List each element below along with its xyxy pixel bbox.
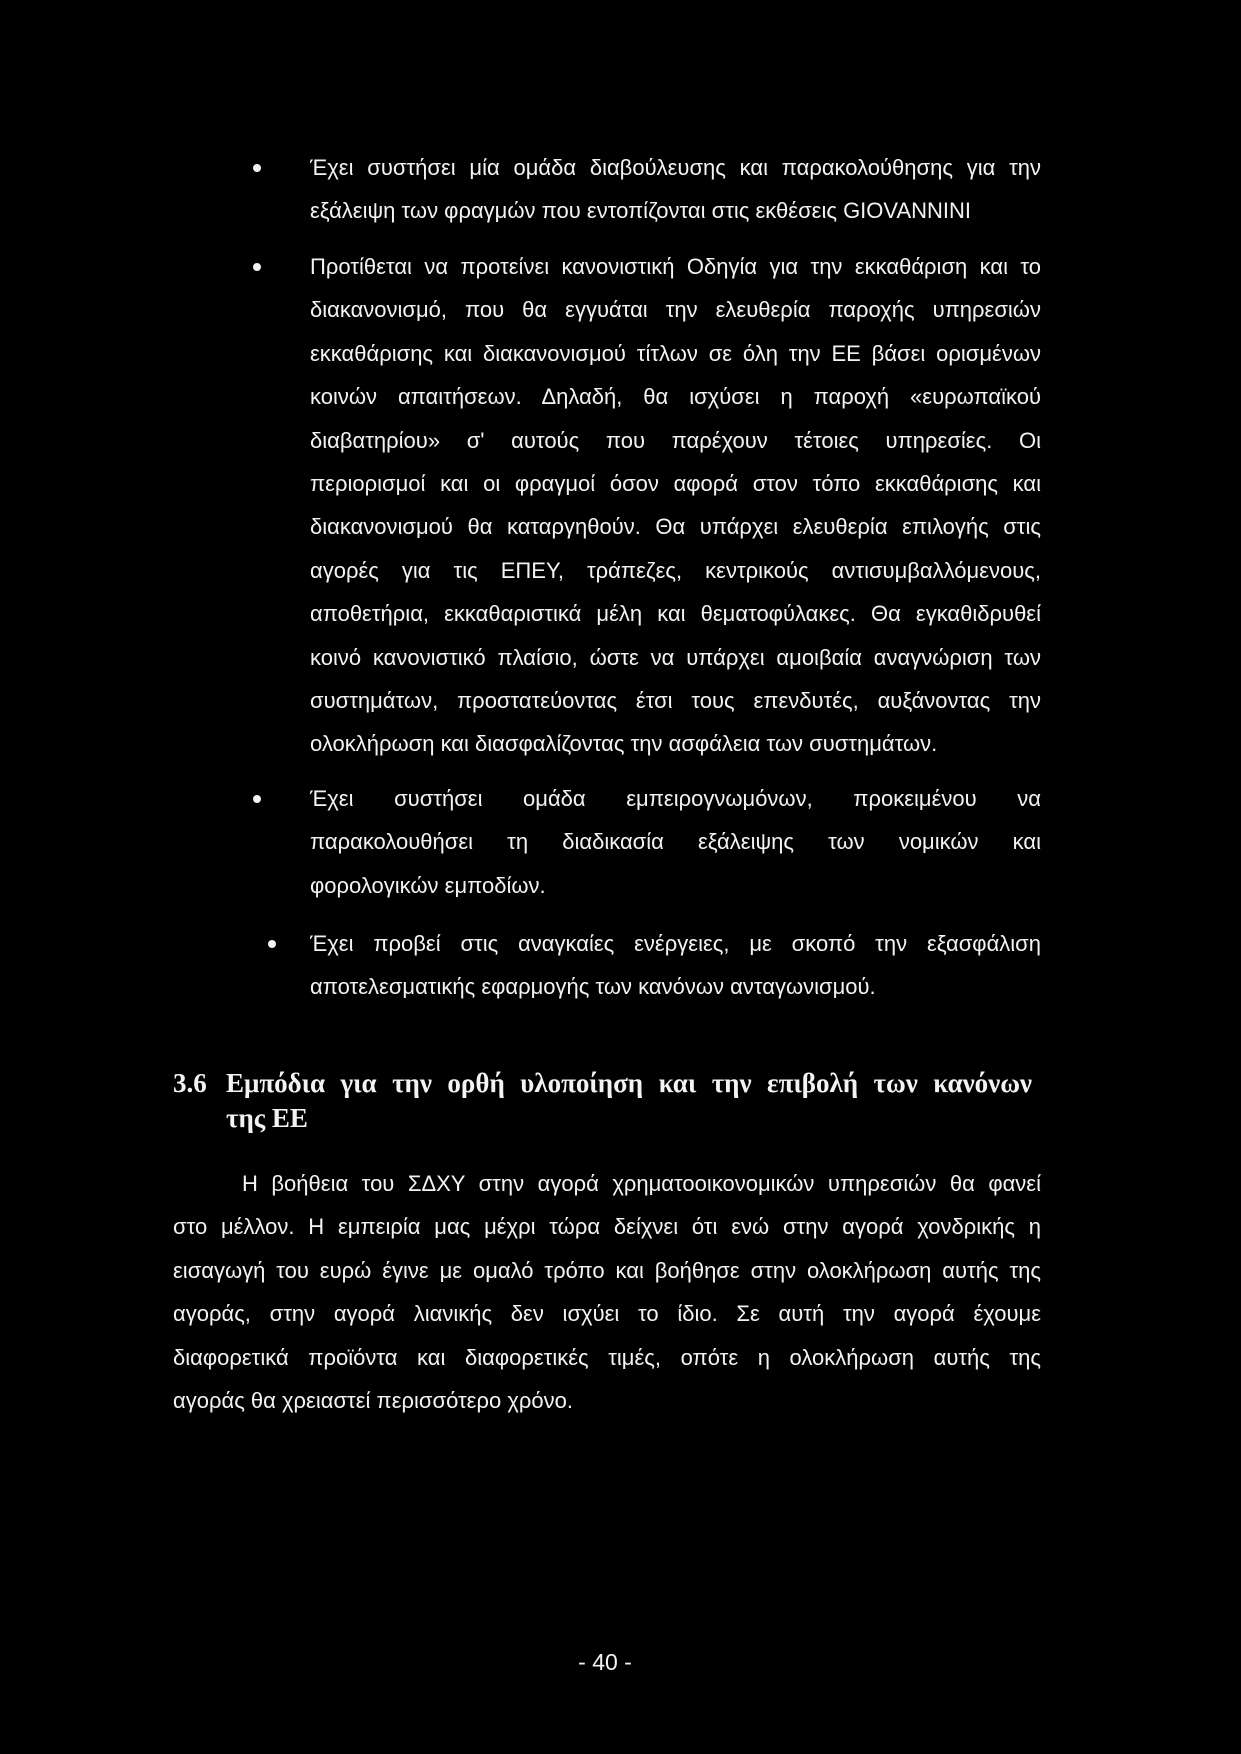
text-line: αγορές για τις ΕΠΕΥ, τράπεζες, κεντρικούς αντισυμβαλλόμενους, bbox=[310, 557, 1041, 583]
bullet-item bbox=[310, 245, 1041, 766]
text-line: Έχει συστήσει μία ομάδα διαβούλευσης και παρακολούθησης για την bbox=[310, 155, 1041, 180]
bullet-icon bbox=[268, 940, 276, 948]
bullet-icon bbox=[253, 164, 261, 172]
text-line: στο μέλλον. Η εμπειρία μας μέχρι τώρα δείχνει ότι ενώ στην αγορά χονδρικής η bbox=[173, 1214, 1041, 1240]
body-paragraph bbox=[173, 1162, 1041, 1422]
text-line: Προτίθεται να προτείνει κανονιστική Οδηγία για την εκκαθάριση και το bbox=[310, 254, 1041, 279]
text-line: περιορισμοί και οι φραγμοί όσον αφορά στον τόπο εκκαθάρισης και bbox=[310, 470, 1041, 496]
text-line: αγοράς θα χρειαστεί περισσότερο χρόνο. bbox=[173, 1387, 573, 1413]
section-title bbox=[226, 1066, 1032, 1136]
text-line: ολοκλήρωση και διασφαλίζοντας την ασφάλεια των συστημάτων. bbox=[310, 731, 938, 757]
text-line: Η βοήθεια του ΣΔΧΥ στην αγορά χρηματοοικονομικών υπηρεσιών θα φανεί bbox=[242, 1171, 1041, 1196]
section-title-line: Εμπόδια για την ορθή υλοποίηση και την επιβολή των κανόνων bbox=[226, 1068, 1032, 1098]
bullet-item bbox=[310, 777, 1041, 907]
text-line: Έχει συστήσει ομάδα εμπειρογνωμόνων, προκειμένου να bbox=[310, 786, 1041, 811]
text-line: εξάλειψη των φραγμών που εντοπίζονται στις εκθέσεις GIOVANNINI bbox=[310, 198, 972, 224]
text-line: εκκαθάρισης και διακανονισμού τίτλων σε όλη την ΕΕ βάσει ορισμένων bbox=[310, 340, 1041, 366]
bullet-icon bbox=[253, 263, 261, 271]
bullet-item bbox=[310, 922, 1041, 1009]
text-line: διακανονισμού θα καταργηθούν. Θα υπάρχει ελευθερία επιλογής στις bbox=[310, 514, 1041, 540]
text-line: αποθετήρια, εκκαθαριστικά μέλη και θεματοφύλακες. Θα εγκαθιδρυθεί bbox=[310, 601, 1041, 627]
section-title-line: της ΕΕ bbox=[226, 1103, 308, 1133]
text-line: κοινό κανονιστικό πλαίσιο, ώστε να υπάρχει αμοιβαία αναγνώριση των bbox=[310, 644, 1041, 670]
section-heading bbox=[173, 1066, 1032, 1136]
text-line: κοινών απαιτήσεων. Δηλαδή, θα ισχύσει η παροχή «ευρωπαϊκού bbox=[310, 384, 1041, 410]
text-line: παρακολουθήσει τη διαδικασία εξάλειψης των νομικών και bbox=[310, 829, 1041, 855]
text-line: διαφορετικά προϊόντα και διαφορετικές τιμές, οπότε η ολοκλήρωση αυτής της bbox=[173, 1344, 1041, 1370]
text-line: συστημάτων, προστατεύοντας έτσι τους επενδυτές, αυξάνοντας την bbox=[310, 687, 1041, 713]
text-line: αποτελεσματικής εφαρμογής των κανόνων ανταγωνισμού. bbox=[310, 974, 876, 1000]
page-number: - 40 - bbox=[578, 1649, 632, 1675]
text-line: εισαγωγή του ευρώ έγινε με ομαλό τρόπο και βοήθησε στην ολοκλήρωση αυτής της bbox=[173, 1257, 1041, 1283]
section-number: 3.6 bbox=[173, 1068, 207, 1098]
bullet-item bbox=[310, 146, 1041, 233]
text-line: διαβατηρίου» σ' αυτούς που παρέχουν τέτοιες υπηρεσίες. Οι bbox=[310, 427, 1041, 453]
text-line: διακανονισμό, που θα εγγυάται την ελευθερία παροχής υπηρεσιών bbox=[310, 297, 1041, 323]
text-line: Έχει προβεί στις αναγκαίες ενέργειες, με σκοπό την εξασφάλιση bbox=[310, 931, 1041, 956]
text-line: αγοράς, στην αγορά λιανικής δεν ισχύει το ίδιο. Σε αυτή την αγορά έχουμε bbox=[173, 1301, 1041, 1327]
text-line: φορολογικών εμποδίων. bbox=[310, 872, 546, 898]
bullet-icon bbox=[253, 795, 261, 803]
